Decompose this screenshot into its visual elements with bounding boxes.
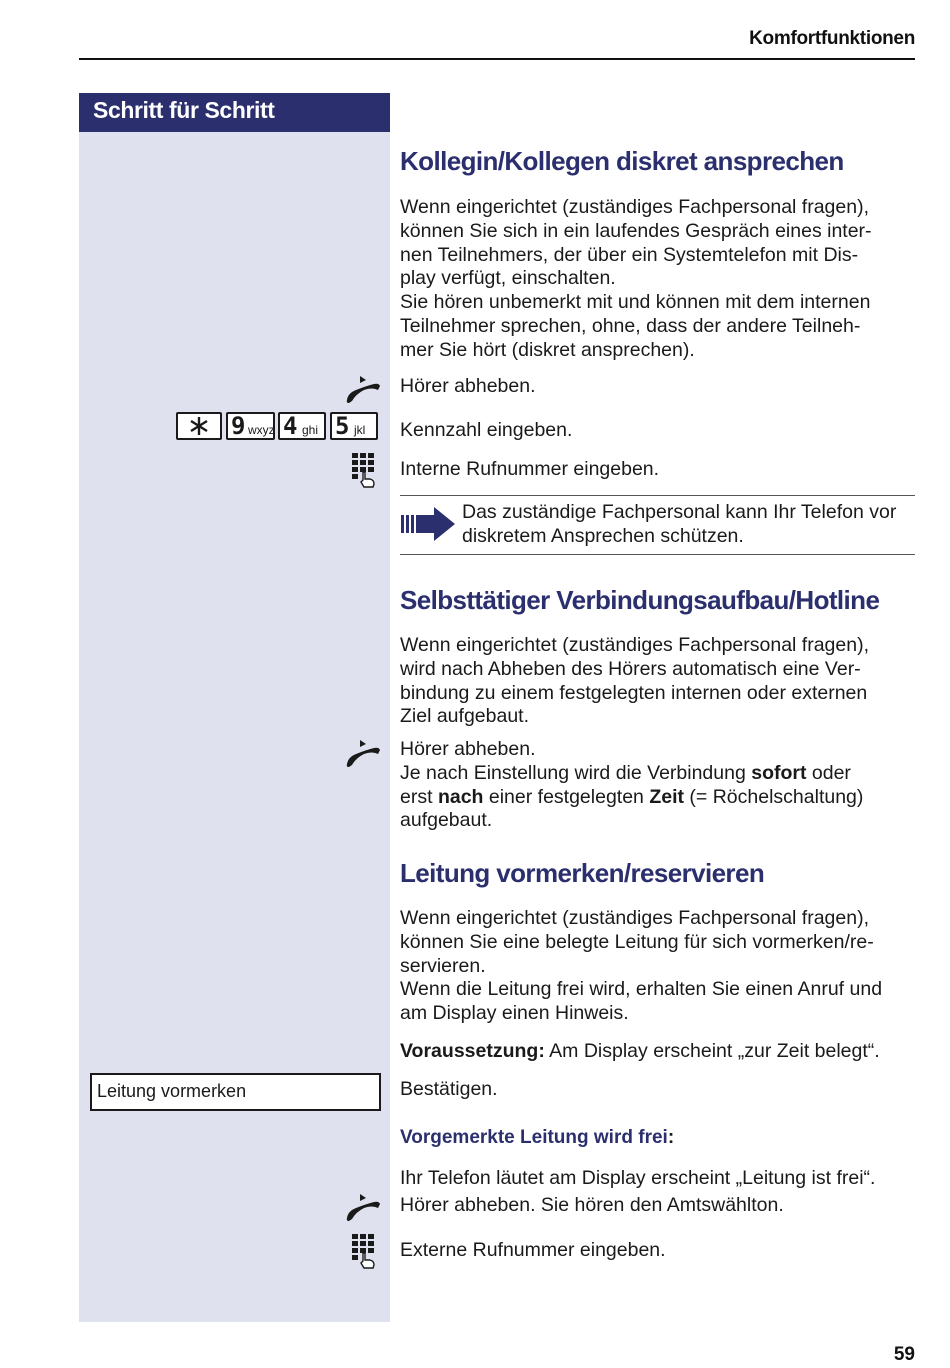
- step-confirm: Bestätigen.: [400, 1078, 498, 1100]
- detail-line: [400, 786, 920, 810]
- step-lift-handset: Hörer abheben.: [400, 738, 536, 760]
- key-digit: 9: [231, 412, 246, 440]
- key-letters: jkl: [354, 423, 366, 437]
- handset-lift-icon: [344, 374, 382, 404]
- section-heading-hotline: Selbsttätiger Verbindungsaufbau/Hotline: [400, 585, 880, 615]
- running-header: Komfortfunktionen: [749, 28, 915, 49]
- detail-bold: nach: [437, 785, 484, 808]
- intro-line: Teilnehmer sprechen, ohne, dass der andere Teilneh-: [400, 314, 861, 337]
- prerequisite: [400, 1040, 880, 1064]
- step-internal-number: Interne Rufnummer eingeben.: [400, 458, 660, 480]
- intro-line: servieren.: [400, 954, 486, 977]
- intro-line: Wenn eingerichtet (zuständiges Fachpersonal fragen),: [400, 907, 869, 929]
- intro-line: am Display einen Hinweis.: [400, 1002, 629, 1025]
- handset-lift-icon: [344, 1192, 382, 1222]
- section-heading-discreet: Kollegin/Kollegen diskret ansprechen: [400, 146, 844, 176]
- ring-notice: Ihr Telefon läutet am Display erscheint „Leitung ist frei“.: [400, 1167, 876, 1189]
- key-4: [278, 412, 326, 440]
- keypad-icon: [351, 452, 379, 488]
- intro-line: können Sie eine belegte Leitung für sich vormerken/re-: [400, 930, 874, 953]
- key-letters: wxyz: [248, 423, 275, 437]
- subheading-line-free: [400, 1127, 674, 1149]
- step-external-number: Externe Rufnummer eingeben.: [400, 1239, 666, 1261]
- subheading-text: Vorgemerkte Leitung wird frei: [400, 1127, 668, 1148]
- section-heading-reserve: Leitung vormerken/reservieren: [400, 858, 765, 888]
- detail-text: (= Röchelschaltung): [684, 785, 864, 808]
- note-arrow-icon: [400, 506, 456, 542]
- key-letters: ghi: [302, 423, 319, 437]
- key-star: [176, 412, 222, 440]
- detail-bold: sofort: [751, 761, 807, 784]
- intro-line: bindung zu einem festgelegten internen oder externen: [400, 681, 868, 704]
- intro-line: Ziel aufgebaut.: [400, 705, 530, 728]
- key-5: [330, 412, 378, 440]
- intro-line: können Sie sich in ein laufendes Gespräch eines inter-: [400, 219, 872, 242]
- prerequisite-label: Voraussetzung:: [400, 1040, 545, 1062]
- step-enter-code: Kennzahl eingeben.: [400, 419, 573, 441]
- detail-bold: Zeit: [649, 785, 684, 808]
- header-rule: [79, 58, 915, 60]
- key-digit: 5: [335, 412, 350, 440]
- asterisk-icon: [178, 414, 220, 438]
- section2-intro: [400, 634, 920, 729]
- detail-text: Je nach Einstellung wird die Verbindung: [400, 761, 752, 784]
- intro-line: Wenn eingerichtet (zuständiges Fachpersonal fragen),: [400, 634, 869, 656]
- key-9: [226, 412, 275, 440]
- intro-line: Sie hören unbemerkt mit und können mit dem internen: [400, 291, 871, 314]
- section1-intro: [400, 196, 920, 363]
- detail-text: einer festgelegten: [483, 785, 650, 808]
- step-lift-handset: Hörer abheben.: [400, 375, 536, 397]
- section2-steps: [400, 738, 920, 833]
- key-digit: 4: [283, 412, 298, 440]
- detail-text: oder: [806, 761, 851, 784]
- step-lift-handset: Hörer abheben. Sie hören den Amtswählton.: [400, 1194, 784, 1216]
- page-number: 59: [893, 1344, 915, 1365]
- sidebar-title: Schritt für Schritt: [79, 93, 390, 132]
- sidebar-column: [79, 132, 390, 1322]
- intro-line: mer Sie hört (diskret ansprechen).: [400, 338, 695, 361]
- softkey-leitung-vormerken[interactable]: Leitung vormerken: [90, 1073, 381, 1111]
- intro-line: wird nach Abheben des Hörers automatisch eine Ver-: [400, 657, 861, 680]
- section3-intro: [400, 907, 920, 1026]
- detail-line: [400, 762, 920, 786]
- keypad-icon: [351, 1233, 379, 1269]
- subheading-colon: :: [667, 1127, 675, 1148]
- prerequisite-text: Am Display erscheint „zur Zeit belegt“.: [544, 1040, 880, 1062]
- note-line: Das zuständige Fachpersonal kann Ihr Telefon vor: [462, 501, 897, 523]
- detail-line: aufgebaut.: [400, 809, 493, 832]
- note-line: diskretem Ansprechen schützen.: [462, 525, 744, 547]
- intro-line: Wenn die Leitung frei wird, erhalten Sie einen Anruf und: [400, 978, 883, 1001]
- note-text: [462, 500, 896, 548]
- intro-line: Wenn eingerichtet (zuständiges Fachpersonal fragen),: [400, 196, 869, 218]
- intro-line: play verfügt, einschalten.: [400, 267, 616, 290]
- handset-lift-icon: [344, 738, 382, 768]
- detail-text: erst: [400, 785, 438, 808]
- intro-line: nen Teilnehmers, der über ein Systemtelefon mit Dis-: [400, 243, 859, 266]
